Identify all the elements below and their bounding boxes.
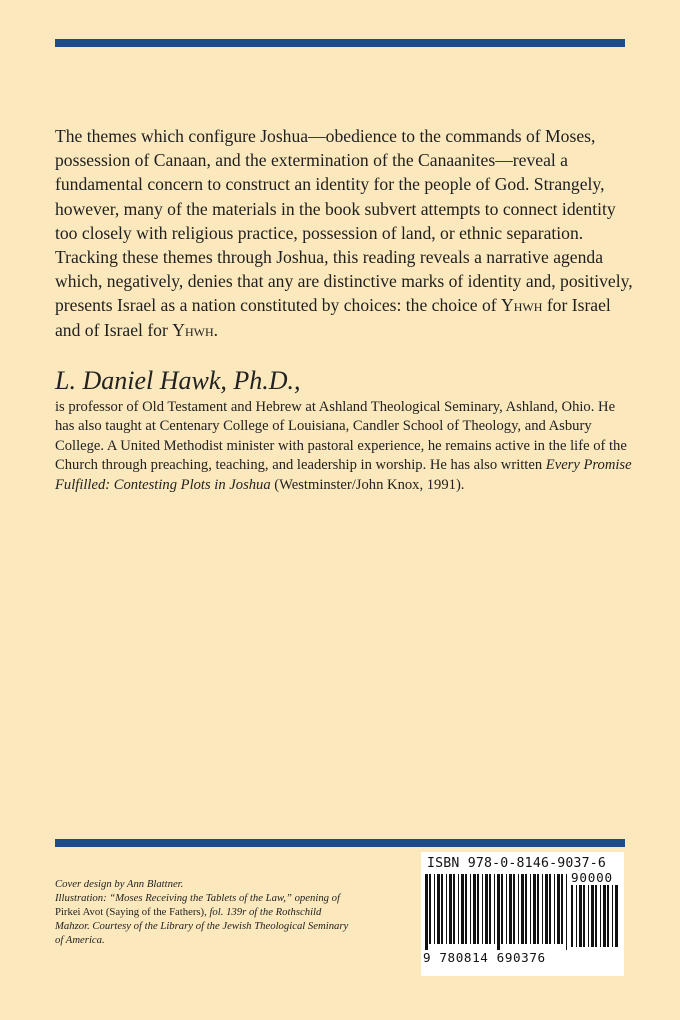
barcode-bar (489, 874, 491, 944)
barcode-bar (494, 874, 495, 944)
barcode-bar (441, 874, 443, 944)
price-barcode-bars (571, 885, 621, 947)
barcode-bar (446, 874, 447, 944)
barcode-bar (557, 874, 560, 944)
barcode-bar (449, 874, 452, 944)
barcode-bar (576, 885, 577, 947)
author-bio (55, 398, 635, 495)
blurb-text: The themes which configure Joshua—obedience to the commands of Moses, possession of Canaan, and the extermination of the Canaanites—reveal a fundamental concern to construct an identity for the people of God. Strangely, however, many of the materials in the book subvert attempts to connect identity too closely with religious practice, possession of land, or ethnic separation. Tracking these themes through Joshua, this reading reveals a narrative agenda which, negatively, denies that any are distinctive marks of identity and, positively, presents Israel as a nation constituted by choices: the choice of (55, 126, 633, 316)
barcode-bar (470, 874, 471, 944)
barcode-bar (437, 874, 440, 944)
bio-text-end: (Westminster/John Knox, 1991). (270, 476, 465, 493)
barcode-bar (583, 885, 585, 947)
illustration-source: Pirkei Avot (Saying of the Fathers) (55, 906, 205, 918)
barcode-bar (513, 874, 515, 944)
price-code: 90000 (571, 870, 613, 885)
barcode-bar (497, 874, 500, 950)
barcode-bar (554, 874, 555, 944)
barcode-bar (561, 874, 563, 944)
design-credit: Cover design by Ann Blattner. (55, 878, 184, 890)
barcode-bar (533, 874, 536, 944)
divine-name: Yhwh (501, 295, 543, 316)
barcode-bar (434, 874, 435, 944)
barcode-bar (612, 885, 613, 947)
barcode-bar (571, 885, 573, 947)
barcode-bar (607, 885, 609, 947)
barcode-bar (518, 874, 519, 944)
barcode-bar (566, 874, 567, 950)
barcode-bar (501, 874, 503, 944)
barcode-bar (615, 885, 618, 947)
author-name: L. Daniel Hawk, Ph.D., (55, 366, 301, 395)
barcode-bar (545, 874, 548, 944)
barcode-bar (595, 885, 597, 947)
barcode-bar (588, 885, 589, 947)
bio-text: is professor of Old Testament and Hebrew at Ashland Theological Seminary, Ashland, Ohio. He has also taught at Centenary College of Louisiana, Candler School of Theology, and Asbury College. A United Methodist minister with pastoral experience, he remains active in the life of the Church through preaching, teaching, and leadership in worship. He has also written (55, 399, 627, 474)
blurb-paragraph (55, 124, 640, 342)
barcode-bar (600, 885, 601, 947)
barcode-bar (477, 874, 479, 944)
isbn-label: ISBN 978-0-8146-9037-6 (427, 856, 607, 871)
bottom-rule (55, 839, 625, 847)
barcode-bar (506, 874, 507, 944)
barcode-bar (591, 885, 594, 947)
barcode-bar (521, 874, 524, 944)
barcode-bar (603, 885, 606, 947)
barcode-bar (429, 874, 431, 944)
top-rule (55, 39, 625, 47)
ean-barcode-bars (425, 874, 567, 950)
barcode (421, 852, 624, 976)
ean-digits: 9 780814 690376 (423, 950, 546, 965)
divine-name: Yhwh (172, 319, 214, 340)
barcode-bar (425, 874, 428, 950)
barcode-bar (458, 874, 459, 944)
barcode-bar (473, 874, 476, 944)
barcode-bar (579, 885, 582, 947)
blurb-text-continued: for Israel and of Israel for (55, 295, 611, 340)
barcode-bar (485, 874, 488, 944)
barcode-bar (525, 874, 527, 944)
barcode-bar (542, 874, 543, 944)
blurb-text-end: . (213, 319, 219, 340)
barcode-bar (453, 874, 455, 944)
barcode-bar (461, 874, 464, 944)
illustration-text-end: , fol. 139r of the Rothschild Mahzor. Courtesy of the Library of the Jewish Theological Seminary of America. (55, 906, 349, 946)
barcode-bar (549, 874, 551, 944)
barcode-bar (537, 874, 539, 944)
barcode-bar (482, 874, 483, 944)
barcode-bar (530, 874, 531, 944)
illustration-credit (55, 891, 355, 947)
cover-credits (55, 877, 355, 947)
book-title: Every Promise Fulfilled: Contesting Plots in Joshua (55, 457, 632, 493)
barcode-bar (509, 874, 512, 944)
illustration-text: Illustration: “Moses Receiving the Tablets of the Law,” opening of (55, 892, 340, 904)
barcode-bar (465, 874, 467, 944)
